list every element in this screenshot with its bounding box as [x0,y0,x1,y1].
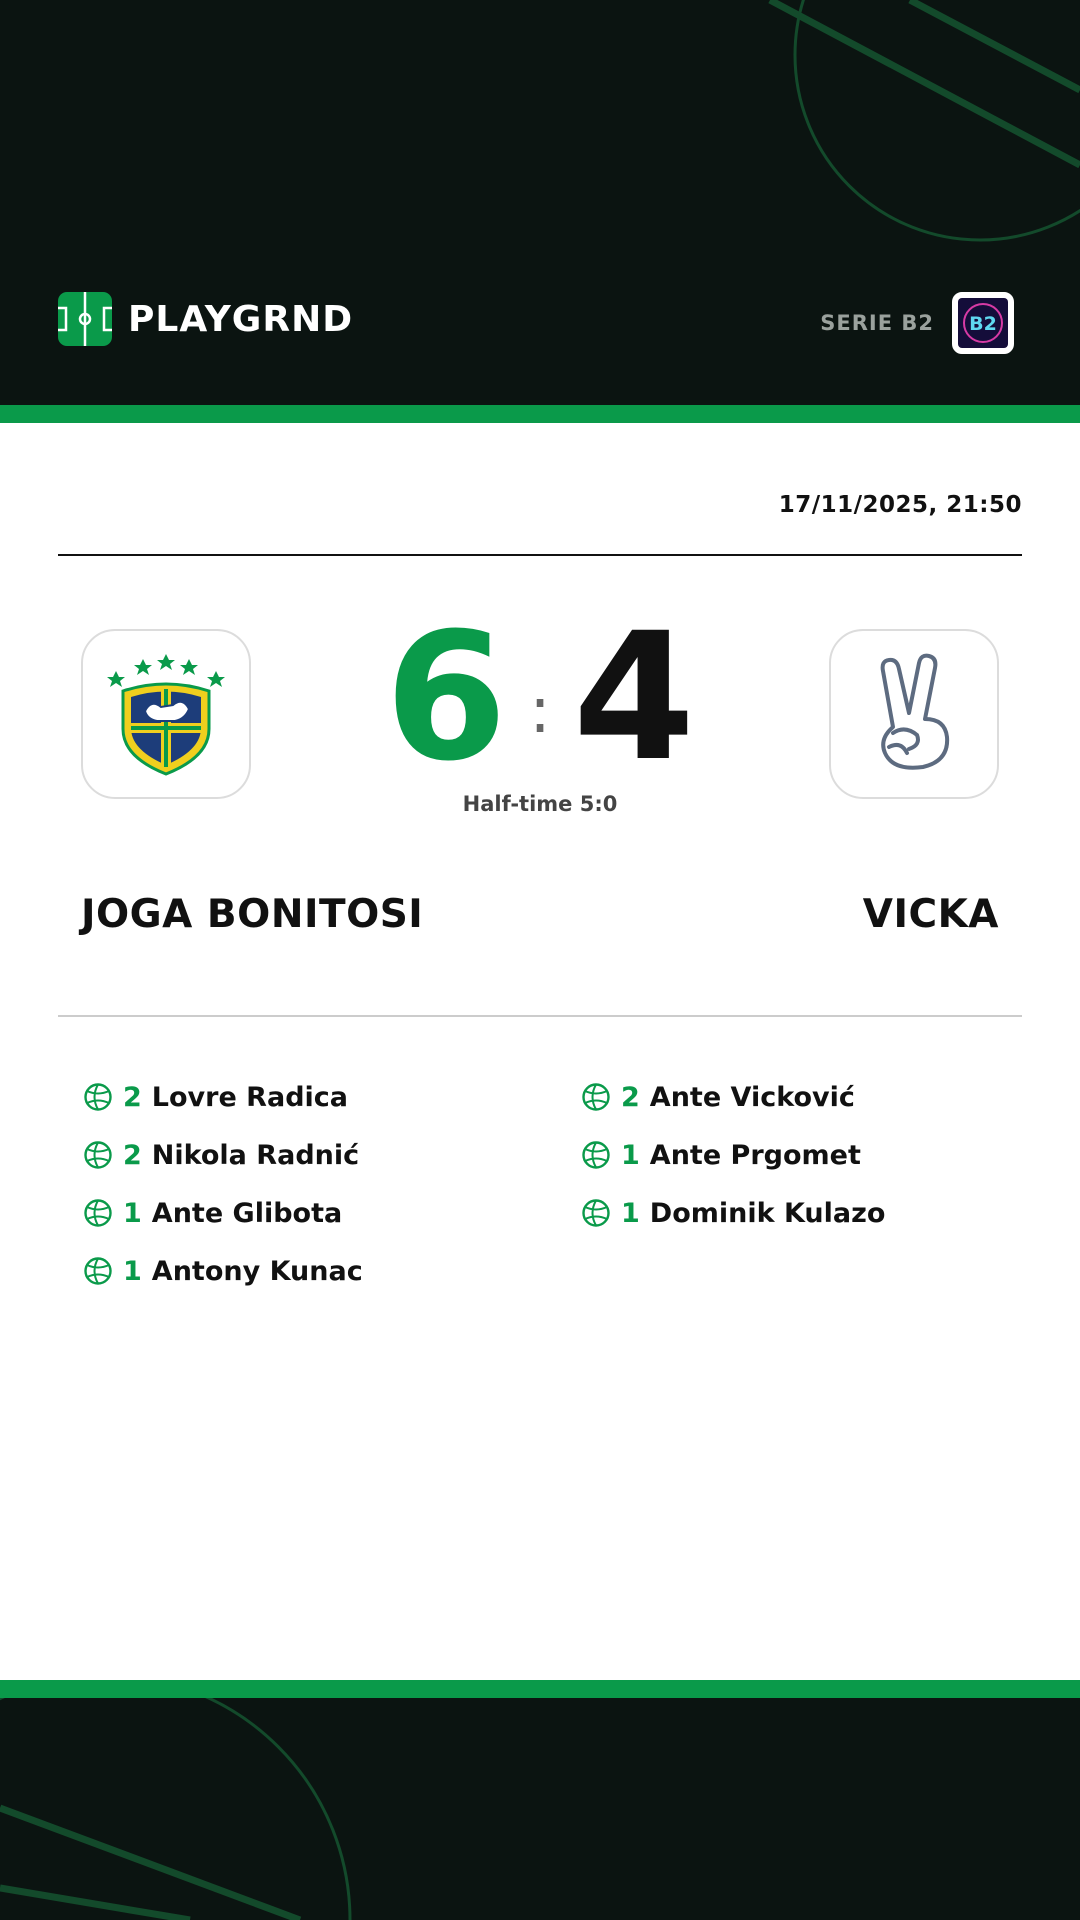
pitch-lines-decoration [0,1698,1080,1920]
home-team-crest [81,629,251,799]
scorer-row [83,1068,363,1126]
home-scorers-list [83,1068,363,1300]
home-score: 6 [384,594,508,800]
league-name: SERIE B2 [820,311,934,335]
scorer-row [83,1242,363,1300]
scorer-name: Nikola Radnić [151,1139,360,1171]
scorer-name: Dominik Kulazo [649,1197,886,1229]
pitch-icon [58,292,112,346]
home-team-name: JOGA BONITOSI [81,892,424,937]
scorer-row [83,1184,363,1242]
ball-icon [83,1256,113,1286]
away-score: 4 [572,594,696,800]
scorer-goals: 2 [621,1081,640,1113]
away-team-name: VICKA [862,892,999,937]
league-badge [952,292,1014,354]
scorer-row [581,1126,885,1184]
league-logo-icon [958,298,1008,348]
scorer-goals: 1 [123,1255,142,1287]
away-team-crest [829,629,999,799]
scorer-name: Lovre Radica [151,1081,348,1113]
score-separator: : [529,673,551,748]
match-datetime: 17/11/2025, 21:50 [778,492,1022,518]
halftime-score: Half-time 5:0 [462,792,618,816]
brand-name: PLAYGRND [128,298,354,340]
footer-accent-stripe [0,1680,1080,1698]
scorer-row [581,1184,885,1242]
scorer-row [581,1068,885,1126]
away-scorers-list [581,1068,885,1242]
header-accent-stripe [0,405,1080,423]
ball-icon [581,1082,611,1112]
league-badge-text: B2 [969,313,997,335]
scorer-goals: 2 [123,1081,142,1113]
brand [58,292,353,346]
scorer-name: Ante Glibota [151,1197,343,1229]
footer-band [0,1698,1080,1920]
shield-crest-icon [101,649,231,779]
divider [58,1015,1022,1017]
league-info [820,292,1014,354]
scorer-goals: 2 [123,1139,142,1171]
ball-icon [83,1140,113,1170]
ball-icon [83,1082,113,1112]
scorer-name: Ante Vicković [649,1081,855,1113]
scoreboard [340,594,740,800]
scorer-goals: 1 [621,1197,640,1229]
ball-icon [581,1140,611,1170]
ball-icon [83,1198,113,1228]
scorer-goals: 1 [123,1197,142,1229]
scorer-row [83,1126,363,1184]
divider [58,554,1022,556]
scorer-name: Ante Prgomet [649,1139,861,1171]
scorer-name: Antony Kunac [151,1255,363,1287]
peace-hand-icon [849,649,979,779]
ball-icon [581,1198,611,1228]
scorer-goals: 1 [621,1139,640,1171]
